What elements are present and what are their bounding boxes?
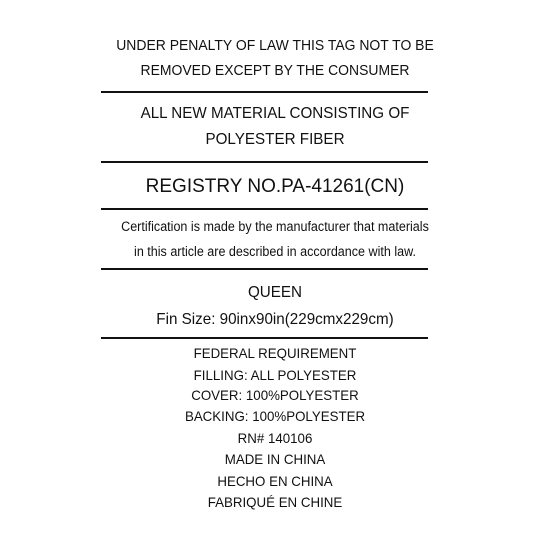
divider (101, 208, 428, 210)
size-name: QUEEN (247, 284, 303, 301)
certification-line-2: in this article are described in accordance with law. (134, 244, 416, 259)
rn-number: RN# 140106 (237, 430, 313, 446)
material-line-1: ALL NEW MATERIAL CONSISTING OF (140, 105, 410, 122)
hecho-en-line: HECHO EN CHINA (217, 473, 333, 489)
penalty-line-2: REMOVED EXCEPT BY THE CONSUMER (140, 62, 410, 79)
divider (101, 91, 428, 93)
material-line-2: POLYESTER FIBER (205, 131, 345, 148)
filling-line: FILLING: ALL POLYESTER (193, 367, 357, 383)
fin-size: Fin Size: 90inx90in(229cmx229cm) (156, 311, 394, 328)
divider (101, 161, 428, 163)
cover-line: COVER: 100%POLYESTER (191, 387, 359, 403)
penalty-line-1: UNDER PENALTY OF LAW THIS TAG NOT TO BE (116, 37, 434, 54)
divider (101, 268, 428, 270)
divider (101, 337, 428, 339)
backing-line: BACKING: 100%POLYESTER (184, 408, 366, 424)
certification-line-1: Certification is made by the manufacturer that materials (121, 219, 429, 234)
fabrique-en-line: FABRIQUÉ EN CHINE (207, 494, 343, 510)
made-in-line: MADE IN CHINA (224, 451, 326, 467)
registry-number: REGISTRY NO.PA-41261(CN) (145, 176, 405, 197)
federal-requirement-title: FEDERAL REQUIREMENT (193, 345, 357, 361)
